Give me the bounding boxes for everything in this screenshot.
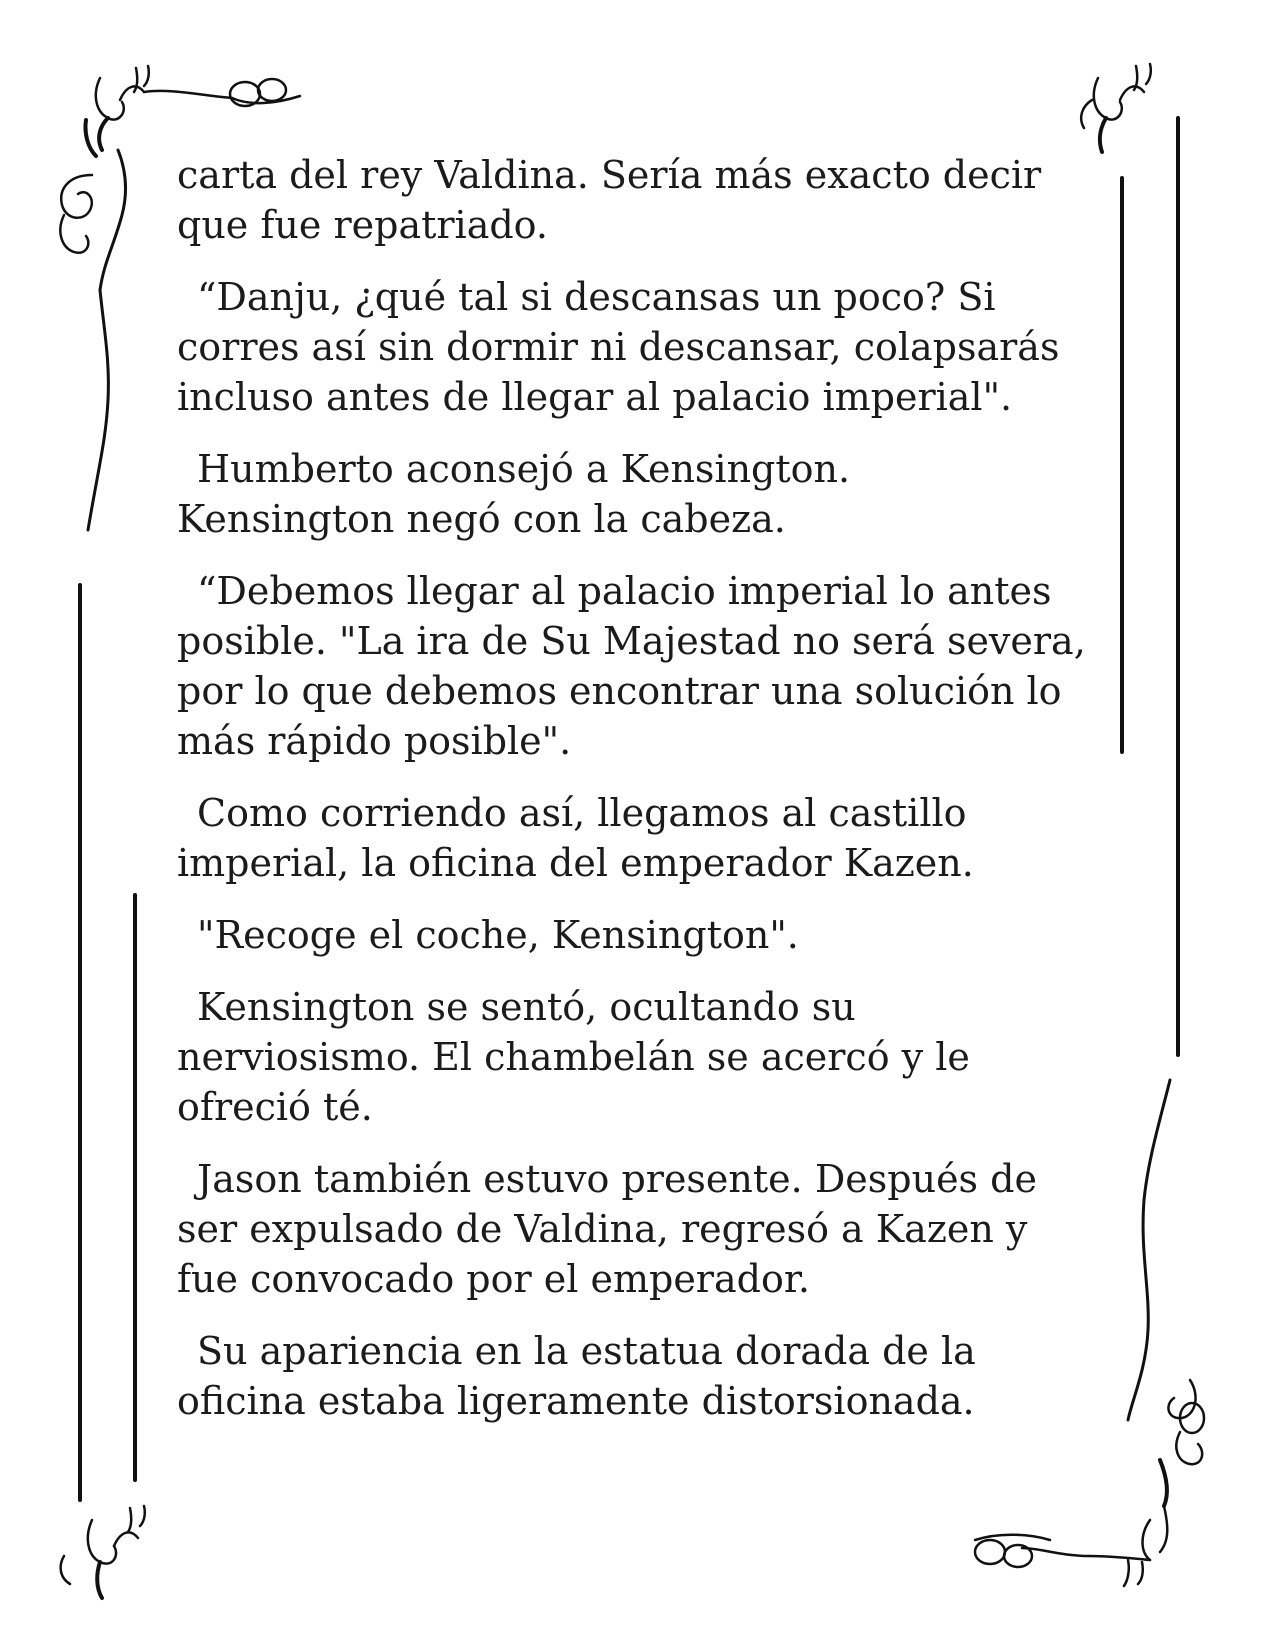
text-line: ofreció té. xyxy=(177,1085,373,1129)
bottom-left-flourish-ornament xyxy=(61,1506,145,1598)
paragraph xyxy=(177,150,1107,250)
paragraph xyxy=(177,982,1107,1132)
text-line: Jason también estuvo presente. Después de xyxy=(197,1157,1037,1201)
paragraph xyxy=(177,1326,1107,1426)
paragraph xyxy=(177,566,1107,766)
text-line: Humberto aconsejó a Kensington. xyxy=(197,447,851,491)
text-line: carta del rey Valdina. Sería más exacto decir xyxy=(177,153,1042,197)
text-line: nerviosismo. El chambelán se acercó y le xyxy=(177,1035,970,1079)
page-text xyxy=(177,150,1107,1448)
paragraph xyxy=(177,272,1107,422)
text-line: Kensington se sentó, ocultando su xyxy=(197,985,856,1029)
text-line: “Danju, ¿qué tal si descansas un poco? Si xyxy=(197,275,996,319)
text-line: imperial, la oficina del emperador Kazen. xyxy=(177,841,974,885)
paragraph xyxy=(177,910,1107,960)
text-line: “Debemos llegar al palacio imperial lo antes xyxy=(197,569,1052,613)
top-right-flourish-ornament xyxy=(1081,64,1151,152)
paragraph xyxy=(177,1154,1107,1304)
text-line: Kensington negó con la cabeza. xyxy=(177,497,786,541)
text-line: Su apariencia en la estatua dorada de la xyxy=(197,1329,976,1373)
text-line: que fue repatriado. xyxy=(177,203,548,247)
text-line: oficina estaba ligeramente distorsionada. xyxy=(177,1379,975,1423)
text-line: Como corriendo así, llegamos al castillo xyxy=(197,791,967,835)
text-line: fue convocado por el emperador. xyxy=(177,1257,810,1301)
text-line: corres así sin dormir ni descansar, colapsarás xyxy=(177,325,1060,369)
text-line: ser expulsado de Valdina, regresó a Kazen y xyxy=(177,1207,1028,1251)
paragraph xyxy=(177,788,1107,888)
text-line: más rápido posible". xyxy=(177,719,572,763)
paragraph xyxy=(177,444,1107,544)
text-line: posible. "La ira de Su Majestad no será severa, xyxy=(177,619,1086,663)
text-line: incluso antes de llegar al palacio imperial". xyxy=(177,375,1013,419)
text-line: por lo que debemos encontrar una solución lo xyxy=(177,669,1062,713)
text-line: "Recoge el coche, Kensington". xyxy=(197,913,799,957)
